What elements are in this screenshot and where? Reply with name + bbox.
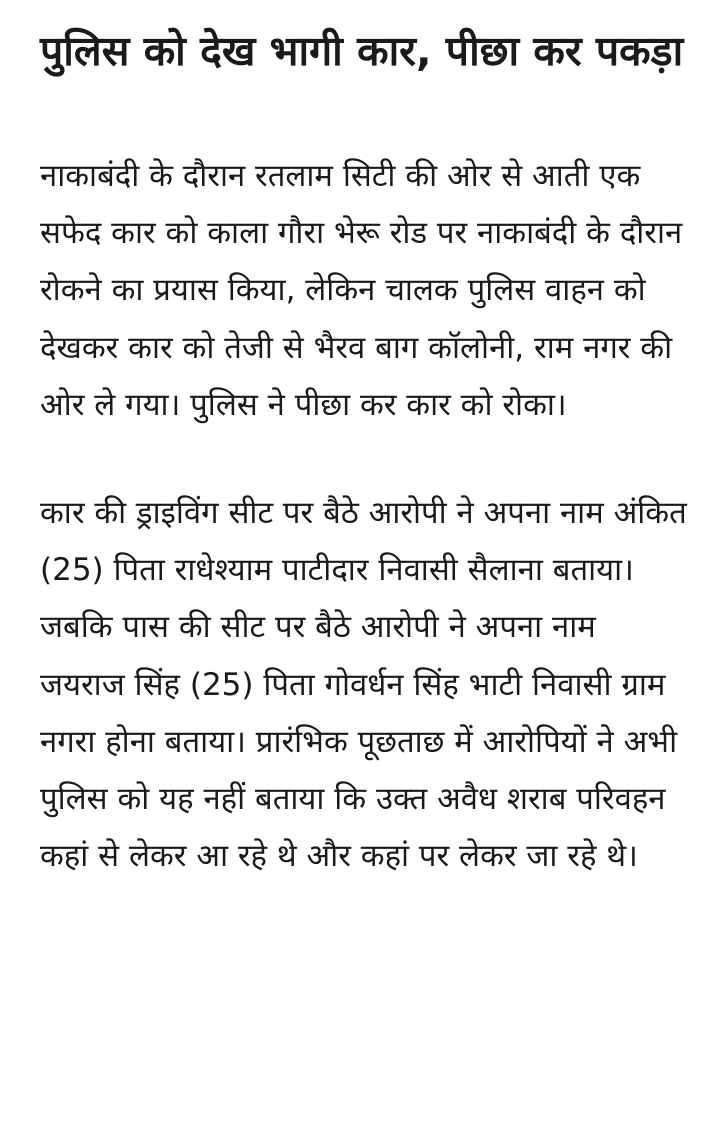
article-paragraph-2: कार की ड्राइविंग सीट पर बैठे आरोपी ने अपना नाम अंकित (25) पिता राधेश्याम पाटीदार निवासी सैलाना बताया। जबकि पास की सीट पर बैठे आरोपी ने अपना नाम जयराज सिंह (25) पिता गोवर्धन सिंह भाटी निवासी ग्राम नगरा होना बताया। प्रारंभिक पूछताछ में आरोपियों ने अभी पुलिस को यह नहीं बताया कि उक्त अवैध शराब परिवहन कहां से लेकर आ रहे थे और कहां पर लेकर जा रहे थे। (40, 495, 687, 875)
article-paragraph-1: नाकाबंदी के दौरान रतलाम सिटी की ओर से आती एक सफेद कार को काला गौरा भेरू रोड पर नाकाबंदी के दौरान रोकने का प्रयास किया, लेकिन चालक पुलिस वाहन को देखकर कार को तेजी से भैरव बाग कॉलोनी, राम नगर की ओर ले गया। पुलिस ने पीछा कर कार को रोका। (40, 158, 683, 423)
article-headline: पुलिस को देख भागी कार, पीछा कर पकड़ा (40, 27, 684, 75)
